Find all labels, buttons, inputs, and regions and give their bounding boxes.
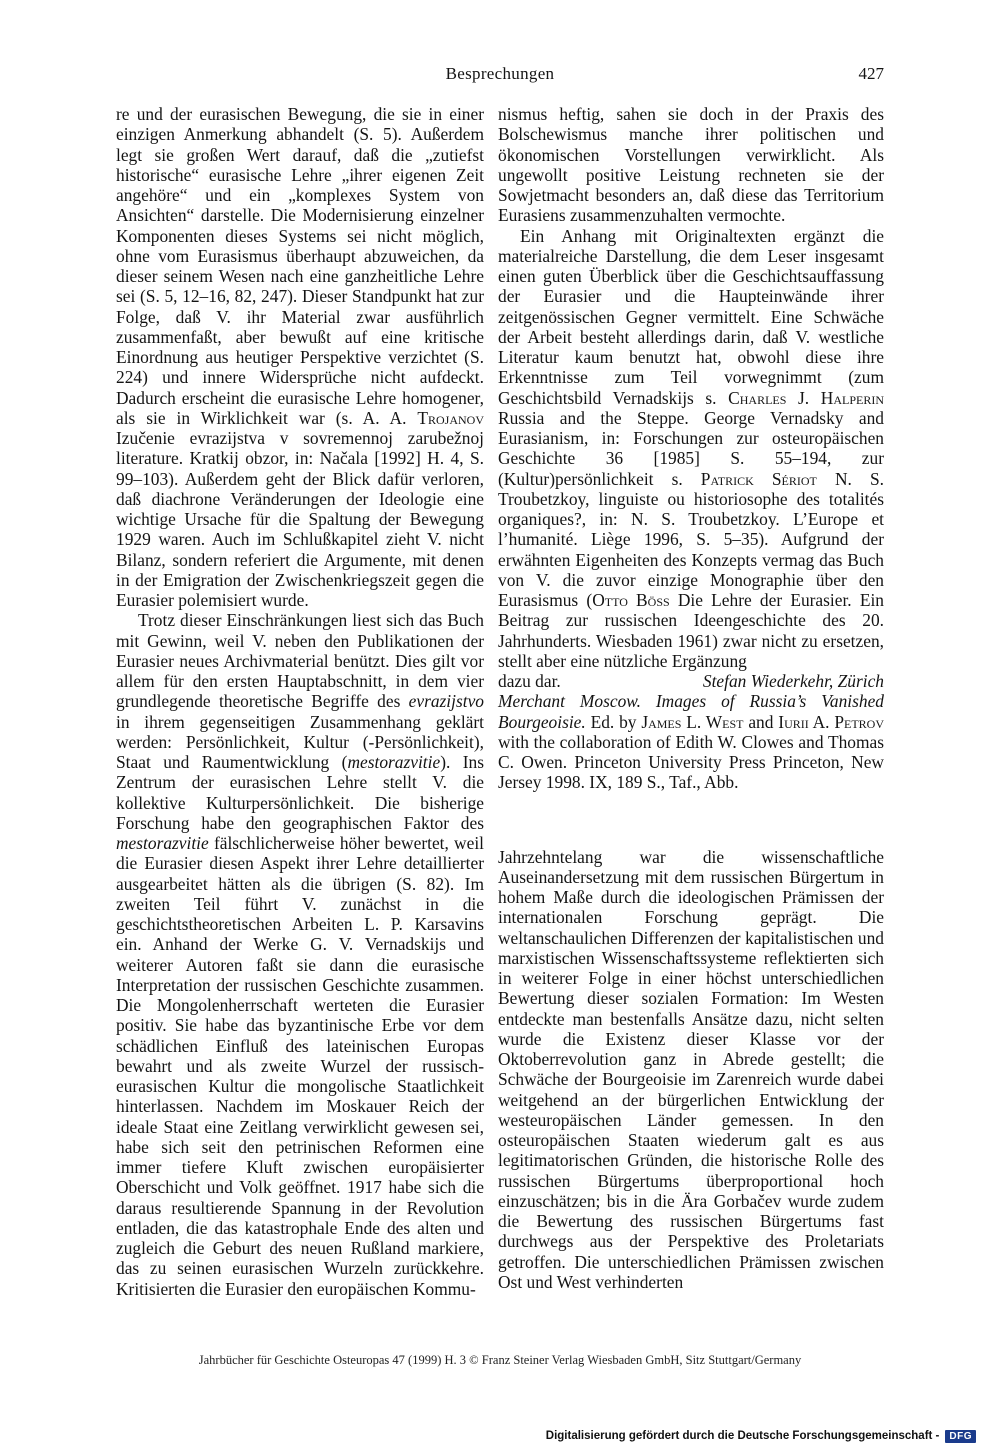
- left-paragraph-1: re und der eurasischen Bewegung, die sie in einer einzigen Anmerkung abhandelt (S. 5). Außerdem legt sie großen Wert darauf, daß die „zutiefst historische“ eurasische Lehre „ihrer eigenen Zeit angehöre“ und ein „komplexes System von Ansichten“ darstelle. Die Modernisierung einzelner Komponenten dieses Systems sei nicht möglich, ohne vom Eurasismus überhaupt abzuweichen, da dieser seinem Wesen nach eine ganzheitliche Lehre sei (S. 5, 12–16, 82, 247). Dieser Standpunkt hat zur Folge, daß V. ihr Material zwar ausführlich zusammenfaßt, aber bewußt auf eine kritische Einordnung aus heutiger Perspektive verzichtet (S. 224) und innere Widersprüche nicht aufdeckt. Dadurch erscheint die eurasische Lehre homogener, als sie in Wirklichkeit war (s. A. A. Trojanov Izučenie evrazijstva v sovremennoj zarubežnoj literature. Kratkij obzor, in: Načala [1992] H. 4, S. 99–103). Außerdem geht der Blick dafür verloren, daß diachrone Veränderungen der Ideologie eine wichtige Ursache für die Spaltung der Bewegung 1929 waren. Auch im Schlußkapitel zieht V. nicht Bilanz, sondern referiert die Argumente, mit denen in der Emigration der Zwischenkriegszeit gegen die Eurasier polemisiert wurde.: [116, 104, 484, 610]
- left-column: [116, 104, 484, 1299]
- right-paragraph-2: Ein Anhang mit Originaltexten ergänzt die materialreiche Darstellung, die dem Leser insgesamt einen guten Überblick über die Geschichtsauffassung der Eurasier und die Haupteinwände ihrer zeitgenössischen Gegner vermittelt. Eine Schwäche der Arbeit besteht allerdings darin, daß V. westliche Literatur kaum benutzt hat, obwohl diese ihre Erkenntnisse zum Teil vorwegnimmt (zum Geschichtsbild Vernadskijs s. Charles J. Halperin Russia and the Steppe. George Vernadsky and Eurasianism, in: Forschungen zur osteuropäischen Geschichte 36 [1985] S. 55–194, zur (Kultur)persönlichkeit s. Patrick Sériot N. S. Troubetzkoy, linguiste ou historiosophe des totalités organiques?, in: N. S. Troubetzkoy. L’Europe et l’humanité. Liège 1996, S. 5–35). Aufgrund der erwähnten Eigenheiten des Konzepts vermag das Buch von V. die zuvor einzige Monographie über den Eurasismus (Otto Böss Die Lehre der Eurasier. Ein Beitrag zur russischen Ideengeschichte des 20. Jahrhunderts. Wiesbaden 1961) zwar nicht zu ersetzen, stellt aber eine nützliche Ergänzung: [498, 225, 884, 671]
- reviewer-signature: Stefan Wiederkehr, Zürich: [702, 671, 884, 691]
- page-number: 427: [858, 64, 884, 83]
- section-title: Besprechungen: [445, 64, 555, 83]
- left-paragraph-2: Trotz dieser Einschränkungen liest sich das Buch mit Gewinn, weil V. neben den Publikationen der Eurasier neues Archivmaterial benützt. Dies gilt vor allem für den ersten Hauptabschnitt, in dem vier grundlegende theoretische Begriffe des evrazijstvo in ihrem gegenseitigen Zusammenhang geklärt werden: Persönlichkeit, Kultur (-Persönlichkeit), Staat und Raumentwicklung (mestorazvitie). Ins Zentrum der eurasischen Lehre stellt V. die kollektive Kulturpersönlichkeit. Die bisherige Forschung habe den geographischen Faktor des mestorazvitie fälschlicherweise höher bewertet, weil die Eurasier diesen Aspekt ihrer Lehre detaillierter ausgearbeitet hätten als die übrigen (S. 82). Im zweiten Teil führt V. zunächst in die geschichtstheoretischen Arbeiten L. P. Karsavins ein. Anhand der Werke G. V. Vernadskijs und weiterer Autoren faßt sie dann die eurasische Interpretation der russischen Geschichte zusammen. Die Mongolenherrschaft werteten die Eurasier positiv. Sie habe das byzantinische Erbe vor dem schädlichen Einfluß des lateinischen Europas bewahrt und als zweite Wurzel der russisch-eurasischen Kultur die mongolische Staatlichkeit hinterlassen. Nachdem im Moskauer Reich der ideale Staat eine Zeitlang verwirklicht gewesen sei, habe sich seit den petrinischen Reformen eine immer tiefere Kluft zwischen europäisierter Oberschicht und Volk geöffnet. 1917 habe sich die daraus resultierende Spannung in der Revolution entladen, die das katastrophale Ende des alten und zugleich die Geburt des neuen Rußland markiere, das zu seinen eurasischen Wurzeln zurückkehre. Kritisierten die Eurasier den europäischen Kommu-: [116, 610, 485, 1299]
- bibliographic-entry: Merchant Moscow. Images of Russia’s Vanished Bourgeoisie. Ed. by James L. West and Iurii A. Petrov with the collaboration of Edith W. Clowes and Thomas C. Owen. Princeton University Press Princeton, New Jersey 1998. IX, 189 S., Taf., Abb.: [498, 691, 885, 793]
- running-header: [116, 64, 884, 84]
- digitization-text: Digitalisierung gefördert durch die Deutsche Forschungsgemeinschaft -: [545, 1430, 940, 1442]
- journal-footer: Jahrbücher für Geschichte Osteuropas 47 (1999) H. 3 © Franz Steiner Verlag Wiesbaden GmbH, Sitz Stuttgart/Germany: [198, 1353, 802, 1367]
- review-signature-line: dazu dar. Stefan Wiederkehr, Zürich: [498, 671, 884, 691]
- digitization-notice: [546, 1427, 976, 1445]
- author-name: Trojanov: [417, 407, 484, 428]
- dfg-logo-icon: DFG: [945, 1430, 976, 1443]
- right-paragraph-1: nismus heftig, sahen sie doch in der Praxis des Bolschewismus manche ihrer politischen und ökonomischen Vorstellungen verwirklicht. Als ungewollt positive Leistung rechneten sie der Sowjetmacht besonders an, daß diese das Territorium Eurasiens zusammenzuhalten vermochte.: [498, 104, 884, 226]
- right-paragraph-3: Jahrzehntelang war die wissenschaftliche Auseinandersetzung mit dem russischen Bürgertum in hohem Maße durch die ideologischen Prämissen der internationalen Forschung geprägt. Die weltanschaulichen Differenzen der kapitalistischen und marxistischen Wissenschaftssysteme reflektierten sich in weiterer Folge in einer höchst unterschiedlichen Bewertung dieser sozialen Formation: Im Westen entdeckte man bestenfalls Ansätze dazu, nicht selten wurde die Existenz dieser Klasse vor der Oktoberrevolution ganz in Abrede gestellt; die Schwäche der Bourgeoisie im Zarenreich wurde dabei weitgehend an der bürgerlichen Entwicklung der westeuropäischen Länder gemessen. In den osteuropäischen Staaten wiederum galt es aus legitimatorischen Gründen, die historische Rolle des russischen Bürgertums überproportional hoch einzuschätzen; bis in die Ära Gorbačev wurde zudem die Bewertung des russischen Bürgertums fast durchwegs aus der Perspektive des Proletariats getroffen. Die unterschiedlichen Prämissen zwischen Ost und West verhinderten: [498, 846, 884, 1292]
- book-title: Merchant Moscow. Images of Russia’s Vanished Bourgeoisie.: [498, 691, 884, 732]
- right-column: [498, 104, 884, 1292]
